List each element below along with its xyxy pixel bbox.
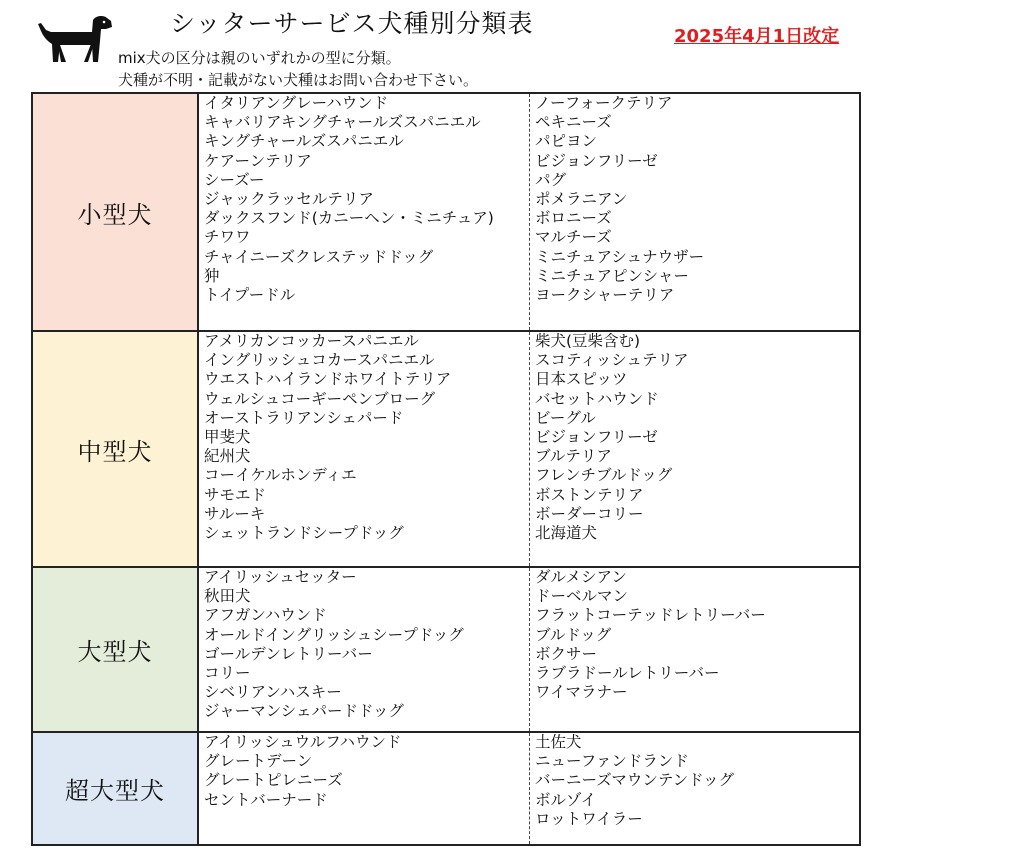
table-row-extra-large [33, 731, 859, 844]
breed-item: ボルゾイ [535, 790, 597, 809]
breed-list [199, 94, 530, 330]
breed-item: アイリッシュセッター [204, 568, 357, 586]
table-row-small [33, 94, 859, 330]
breed-item: アフガンハウンド [204, 606, 327, 625]
breed-item: フラットコーテッドレトリーバー [535, 606, 766, 625]
breed-item: ドーベルマン [535, 587, 629, 606]
breed-list [530, 94, 859, 330]
breed-item: アメリカンコッカースパニエル [204, 332, 419, 350]
mix-dog-note: mix犬の区分は親のいずれかの型に分類。 [118, 49, 401, 67]
breed-classification-table [31, 92, 861, 846]
breed-item: ブルテリア [535, 447, 612, 466]
breed-item: スコティッシュテリア [535, 351, 689, 370]
breed-item: バセットハウンド [535, 389, 659, 408]
breed-list [199, 568, 530, 731]
table-row-medium [33, 330, 859, 566]
breed-item: シーズー [204, 170, 265, 189]
breed-item: ラブラドールレトリーバー [535, 663, 720, 682]
breed-item: ロットワイラー [535, 809, 643, 828]
breed-item: 秋田犬 [204, 587, 251, 606]
table-row-large [33, 566, 859, 731]
breed-item: ビーグル [535, 408, 596, 427]
breed-item: 狆 [204, 266, 220, 285]
category-medium: 中型犬 [33, 332, 199, 566]
breed-item: ニューファンドランド [535, 752, 689, 771]
breed-item: チャイニーズクレステッドドッグ [204, 247, 434, 266]
breed-item: ゴールデンレトリーバー [204, 644, 373, 663]
breed-item: フレンチブルドッグ [535, 466, 673, 485]
breed-item: イタリアングレーハウンド [204, 94, 389, 112]
breed-item: ブルドッグ [535, 625, 612, 644]
breed-item: ボストンテリア [535, 485, 644, 504]
breed-item: トイプードル [204, 285, 296, 304]
breed-item: パピヨン [535, 132, 598, 151]
breed-item: ジャーマンシェパードドッグ [204, 702, 404, 721]
breed-item: ダルメシアン [535, 568, 627, 586]
revision-date: 2025年4月1日改定 [674, 26, 840, 47]
breed-item: グレートデーン [204, 752, 313, 771]
breed-item: ミニチュアピンシャー [535, 266, 689, 285]
breed-item: パグ [535, 170, 567, 189]
breed-list [530, 733, 859, 844]
breed-item: チワワ [204, 228, 251, 247]
breed-item: シェットランドシープドッグ [204, 523, 404, 542]
breed-item: ウェルシュコーギーペンブローグ [204, 389, 436, 408]
breed-item: ビジョンフリーゼ [535, 151, 658, 170]
breed-list [199, 733, 530, 844]
breed-item: イングリッシュコカースパニエル [204, 351, 435, 370]
category-small: 小型犬 [33, 94, 199, 330]
unknown-breed-note: 犬種が不明・記載がない犬種はお問い合わせ下さい。 [118, 71, 479, 89]
breed-item: ジャックラッセルテリア [204, 189, 374, 208]
breed-list [530, 568, 859, 731]
breed-list [530, 332, 859, 566]
breed-item: マルチーズ [535, 228, 612, 247]
category-large: 大型犬 [33, 568, 199, 731]
breed-item: バーニーズマウンテンドッグ [535, 771, 735, 790]
breed-item: オーストラリアンシェパード [204, 408, 404, 427]
breed-item: ボクサー [535, 644, 598, 663]
breed-item: 日本スピッツ [535, 370, 628, 389]
breed-list [199, 332, 530, 566]
breed-item: ヨークシャーテリア [535, 285, 675, 304]
breed-item: ビジョンフリーゼ [535, 427, 658, 446]
breed-item: 土佐犬 [535, 733, 582, 751]
breed-item: 北海道犬 [535, 523, 598, 542]
breed-item: 柴犬(豆柴含む) [535, 332, 641, 350]
breed-item: アイリッシュウルフハウンド [204, 733, 402, 751]
breed-item: キングチャールズスパニエル [204, 132, 404, 151]
breed-item: セントバーナード [204, 790, 328, 809]
breed-item: ウエストハイランドホワイトテリア [204, 370, 452, 389]
page-title: シッターサービス犬種別分類表 [170, 9, 534, 38]
breed-item: シベリアンハスキー [204, 683, 342, 702]
breed-item: グレートピレニーズ [204, 771, 343, 790]
breed-item: ポメラニアン [535, 189, 628, 208]
breed-item: コリー [204, 663, 251, 682]
breed-item: ボロニーズ [535, 209, 612, 228]
category-extra-large: 超大型犬 [33, 733, 199, 844]
breed-item: キャバリアキングチャールズスパニエル [204, 113, 481, 132]
breed-item: ペキニーズ [535, 113, 612, 132]
breed-item: オールドイングリッシュシープドッグ [204, 625, 464, 644]
breed-item: ノーフォークテリア [535, 94, 673, 112]
breed-item: コーイケルホンディエ [204, 466, 357, 485]
breed-item: ボーダーコリー [535, 504, 644, 523]
breed-item: 甲斐犬 [204, 427, 251, 446]
dog-icon [36, 14, 114, 64]
breed-item: サモエド [204, 485, 267, 504]
breed-item: 紀州犬 [204, 447, 251, 466]
breed-item: サルーキ [204, 504, 266, 523]
breed-item: ダックスフンド(カニーヘン・ミニチュア) [204, 209, 494, 228]
breed-item: ワイマラナー [535, 683, 628, 702]
breed-item: ケアーンテリア [204, 151, 312, 170]
breed-item: ミニチュアシュナウザー [535, 247, 705, 266]
